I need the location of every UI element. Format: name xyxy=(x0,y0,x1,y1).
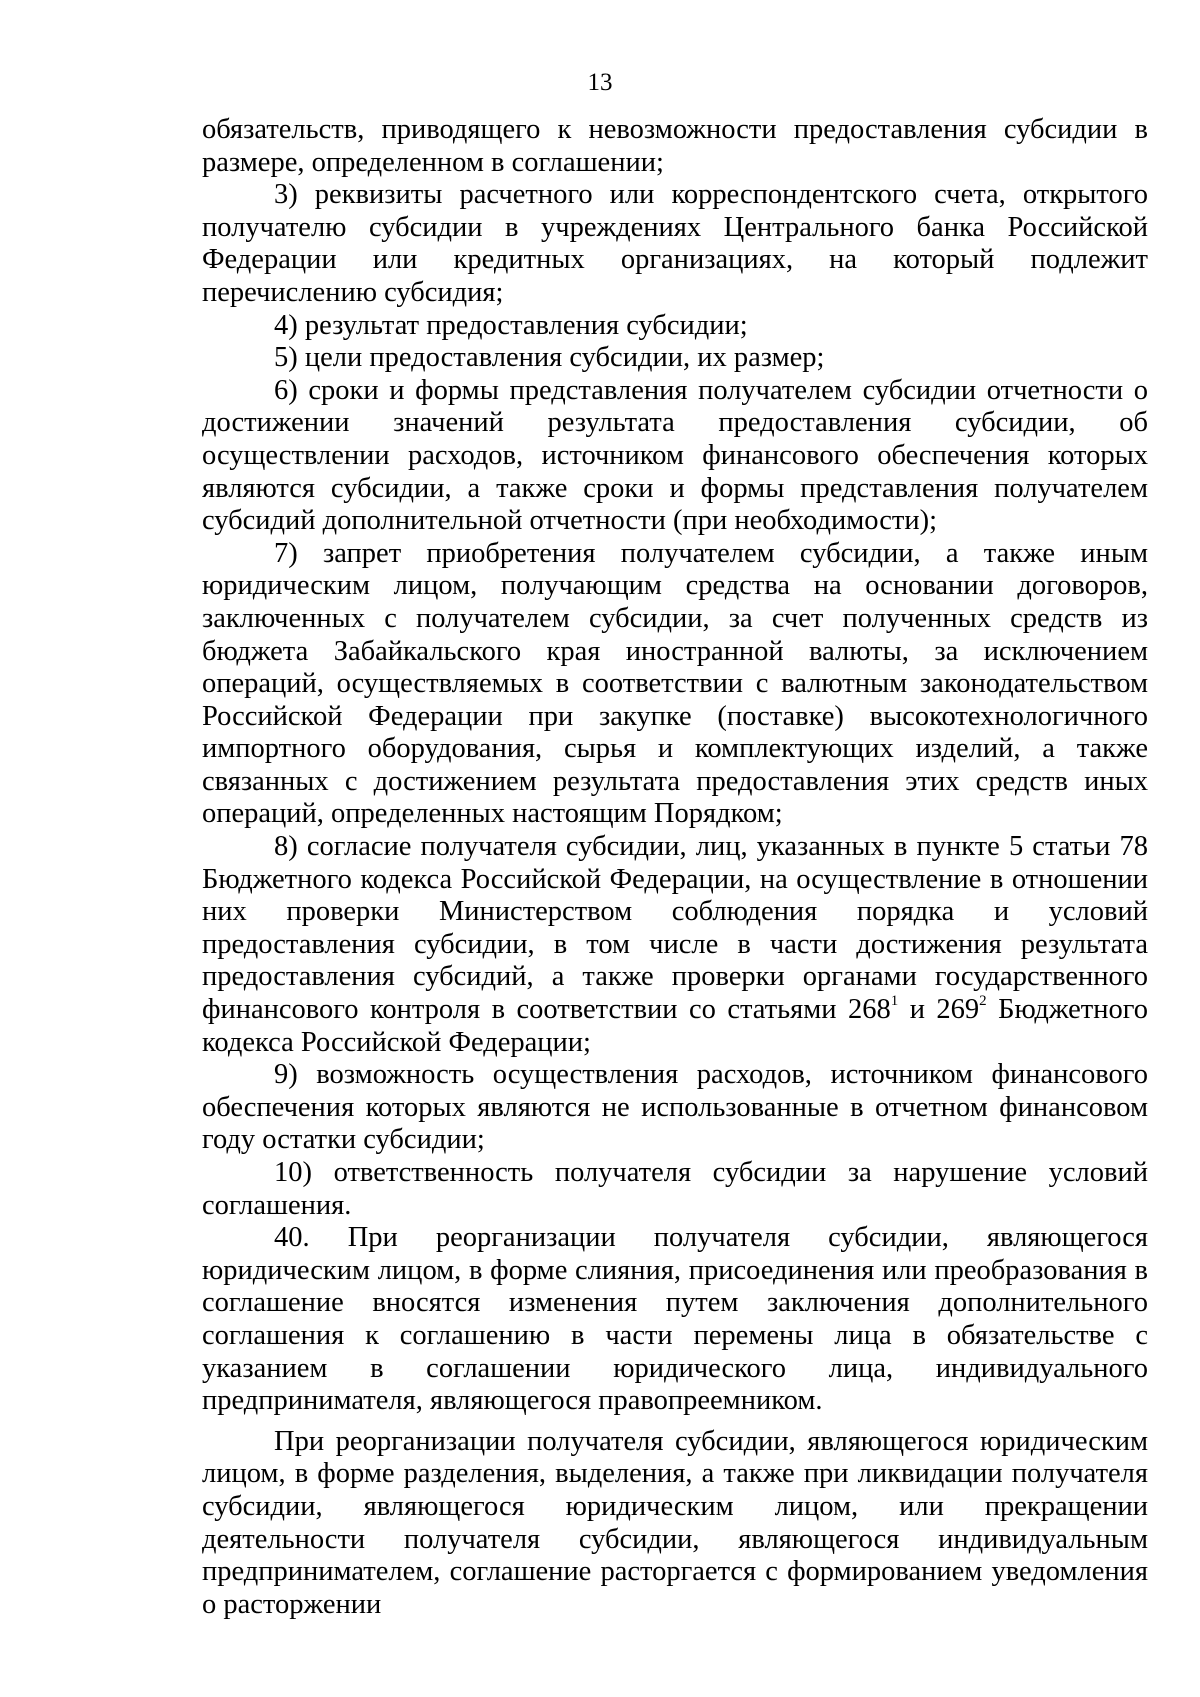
paragraph-item-10: 10) ответственность получателя субсидии за нарушение условий соглашения. xyxy=(202,1157,1148,1221)
paragraph-item-3: 3) реквизиты расчетного или корреспондентского счета, открытого получателю субсидии в учреждениях Центрального банка Российской Федерации или кредитных организациях, на который подлежит перечислению субсидия; xyxy=(202,179,1148,308)
paragraph-item-6: 6) сроки и формы представления получателем субсидии отчетности о достижении значений результата предоставления субсидии, об осуществлении расходов, источником финансового обеспечения которых являются субсидии, а также сроки и формы представления получателем субсидий дополнительной отчетности (при необходимости); xyxy=(202,374,1148,537)
paragraph-reorganization: При реорганизации получателя субсидии, являющегося юридическим лицом, в форме разделения, выделения, а также при ликвидации получателя субсидии, являющегося юридическим лицом, или прекращении деятельности получателя субсидии, являющегося индивидуальным предпринимателем, соглашение расторгается с формированием уведомления о расторжении xyxy=(202,1425,1148,1620)
paragraph-item-8-part3: Бюджетного кодекса Российской Федерации; xyxy=(202,994,1148,1058)
paragraph-item-9: 9) возможность осуществления расходов, источником финансового обеспечения которых являются не использованные в отчетном финансовом году остатки субсидии; xyxy=(202,1059,1148,1156)
page-number: 13 xyxy=(587,69,613,96)
paragraph-item-5: 5) цели предоставления субсидии, их размер; xyxy=(274,342,825,374)
paragraph-item-7: 7) запрет приобретения получателем субсидии, а также иным юридическим лицом, получающим средства на основании договоров, заключенных с получателем субсидии, за счет полученных средств из бюджета Забайкальского края иностранной валюты, за исключением операций, осуществляемых в соответствии с валютным законодательством Российской Федерации при закупке (поставке) высокотехнологичного импортного оборудования, сырья и комплектующих изделий, а также связанных с достижением результата предоставления этих средств иных операций, определенных настоящим Порядком; xyxy=(202,537,1148,830)
article-superscript-1: 1 xyxy=(890,992,899,1009)
article-superscript-2: 2 xyxy=(979,992,987,1009)
paragraph-continuation: обязательств, приводящего к невозможности предоставления субсидии в размере, определенном в соглашении; xyxy=(202,114,1148,178)
paragraph-clause-40: 40. При реорганизации получателя субсидии, являющегося юридическим лицом, в форме слияния, присоединения или преобразования в соглашение вносятся изменения путем заключения дополнительного соглашения к соглашению в части перемены лица в обязательстве с указанием в соглашении юридического лица, индивидуального предпринимателя, являющегося правопреемником. xyxy=(202,1222,1148,1417)
document-body xyxy=(202,114,1148,1621)
paragraph-item-8 xyxy=(202,831,1148,1059)
paragraph-item-8-part1: 8) согласие получателя субсидии, лиц, указанных в пункте 5 статьи 78 Бюджетного кодекса Российской Федерации, на осуществление в отношении них проверки Министерством соблюдения порядка и условий предоставления субсидии, в том числе в части достижения результата предоставления субсидий, а также проверки органами государственного финансового контроля в соответствии со статьями 268 xyxy=(202,831,1148,1026)
paragraph-item-8-part2: и 269 xyxy=(898,994,980,1026)
paragraph-item-4: 4) результат предоставления субсидии; xyxy=(274,309,748,341)
